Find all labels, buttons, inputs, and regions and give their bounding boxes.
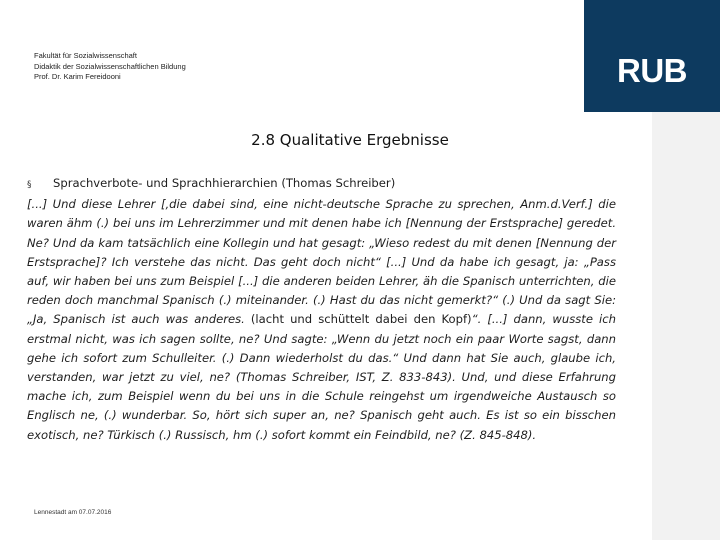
faculty-line: Fakultät für Sozialwissenschaft xyxy=(34,51,137,60)
faculty-header xyxy=(34,51,186,83)
bullet-heading xyxy=(27,174,616,195)
bullet-heading-text: Sprachverbote- und Sprachhierarchien (Thomas Schreiber) xyxy=(53,176,396,190)
bullet-marker-icon: § xyxy=(27,180,32,190)
department-line: Didaktik der Sozialwissenschaftlichen Bildung xyxy=(34,61,186,71)
slide-content xyxy=(27,174,616,445)
logo-text: RUB xyxy=(617,52,687,89)
quote-stage-direction: (lacht und schüttelt dabei den Kopf) xyxy=(250,312,472,327)
slide-title: 2.8 Qualitative Ergebnisse xyxy=(251,131,449,149)
quote-part-2: “. [...] dann, wusste ich erstmal nicht, was ich sagen sollte, ne? Und sagte: „Wenn du jetzt noch ein paar Worte sagst, dann gehe ich sofort zum Schulleiter. (.) Dann wiederholst du das.“ Und dann hat Sie auch, glaube ich, verstanden, war jetzt zu viel, ne? (Thomas Schreiber, IST, Z. 833-843). Und, und diese Erfahrung mache ich, zum Beispiel wenn du bei uns in die Schule reingehst um irgendweiche Austausch so Englisch ne, (.) wunderbar. So, hört sich super an, ne? Spanisch geht auch. Es ist so ein bisschen exotisch, ne? Türkisch (.) Russisch, hm (.) sofort kommt ein Feindbild, ne? (Z. 845-848). xyxy=(27,312,616,442)
footer-location-date: Lennestadt am 07.07.2016 xyxy=(34,509,112,516)
rub-logo xyxy=(584,0,720,112)
professor-line: Prof. Dr. Karim Fereidooni xyxy=(34,72,121,81)
interview-quote xyxy=(27,195,616,445)
quote-part-1: [...] Und diese Lehrer [‚die dabei sind, eine nicht-deutsche Sprache zu sprechen, Anm.d.Verf.] die waren ähm (.) bei uns im Lehrerzimmer und mit denen habe ich [Nennung der Erstsprache] geredet. Ne? Und da kam tatsächlich eine Kollegin und hat gesagt: „Wieso redest du mit denen [Nennung der Erstsprache]? Ich verstehe das nicht. Das geht doch nicht“ [...] Und da habe ich gesagt, ja: „Pass auf, wir haben bei uns zum Beispiel [...] die anderen beiden Lehrer, äh die Spanisch unterrichten, die reden doch manchmal Spanisch (.) miteinander. (.) Hast du das nicht gemerkt?“ (.) Und da sagt Sie: „Ja, Spanisch ist auch was anderes. xyxy=(27,197,616,327)
